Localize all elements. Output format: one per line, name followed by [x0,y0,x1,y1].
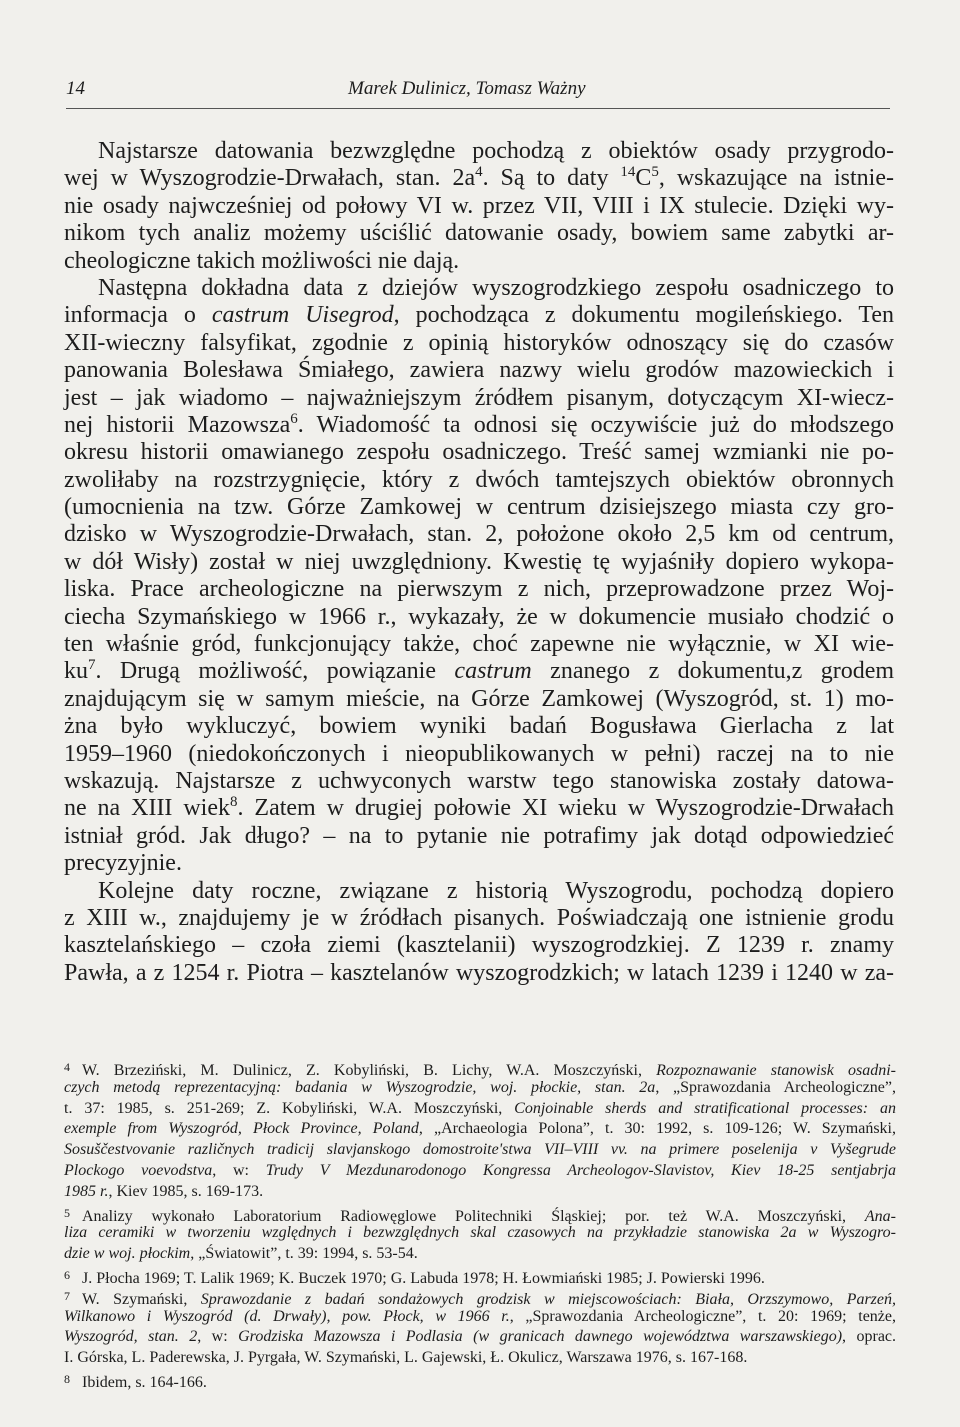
footnote-line [64,1057,896,1078]
text-run: 1959–1960 (niedokończonych i nieopublikowanych w pełni) raczej na to nie [64,740,894,767]
body-line [64,138,894,165]
italic-text: Rozpoznawanie stanowisk osadni- [656,1062,897,1079]
text-run: , pochodząca z dokumentu mogileńskiego. Ten [393,302,894,329]
footnote-line [64,1223,896,1244]
body-line [64,220,894,247]
text-run: ciecha Szymańskiego w 1966 r., wykazały, że w dokumencie musiało chodzić o [64,603,894,630]
footnote-line [64,1307,896,1328]
text-run: J. Płocha 1969; T. Lalik 1969; K. Buczek 1970; G. Labuda 1978; H. Łowmiański 1985; J. Powierski 1996. [82,1269,765,1287]
body-line [64,686,894,713]
italic-text: Wilkanowo i Wyszogród (d. Drwały), pow. Płock, w 1966 r. [64,1307,510,1325]
text-run: jest – jak wiadomo – najważniejszym źródłem pisanym, dotyczącym XI-wiecz- [64,384,894,411]
body-line [64,193,894,220]
text-run: panowania Bolesława Śmiałego, zawiera nazwy wielu grodów mazowieckich i [64,357,894,384]
text-run: , „Sprawozdania Archeologiczne”, t. 20: 1969; tenże, [509,1307,896,1325]
footnotes [64,1057,896,1390]
footnote-line [64,1203,896,1224]
body-line [64,631,894,658]
footnote-line [64,1286,896,1307]
footnote-line [64,1161,896,1182]
body-line [64,932,894,959]
italic-text: castrum Uisegrod [211,302,394,329]
text-run: . Drugą możliwość, powiązanie [95,658,455,685]
text-run: wskazują. Najstarsze z uchwyconych warstw tego stanowiska zostały datowa- [64,767,894,794]
text-run: C [635,165,652,192]
text-run: żna było wykluczyć, bowiem wyniki badań Bogusława Gierlacha z lat [64,713,894,740]
body-line [64,576,894,603]
italic-text: Conjoinable sherds and stratificational processes: an [514,1099,897,1117]
text-run: Kolejne daty roczne, związane z historią Wyszogrodu, pochodzą dopiero [98,877,894,904]
italic-text: dzie w woj. płockim [64,1245,191,1263]
footnote-number: 8 [64,1371,70,1386]
footnote-line [64,1119,896,1140]
text-run: dzisko w Wyszogrodzie-Drwałach, stan. 2, położone około 2,5 km od centrum, [64,521,894,548]
text-run: Następna dokładna data z dziejów wyszogrodzkiego zespołu osadniczego to [98,274,894,301]
footnote-line [64,1369,896,1390]
text-run: . Zatem w drugiej połowie XI wieku w Wyszogrodzie-Drwałach [237,795,895,822]
body-line [64,823,894,850]
text-run: 14 [620,164,636,181]
body-line [64,248,894,275]
footnote-line [64,1182,896,1203]
footnote-ref: 8 [230,794,238,811]
italic-text: Sosuščestvovanie različnych tradicij slavjanskogo domostroite'stwa VII–VIII vv. na primere poselenija v Vyšegrude [64,1141,896,1159]
body-line [64,412,894,439]
body-line [64,165,894,192]
footnote-number: 7 [64,1288,70,1303]
text-run: ne na XIII wiek [64,795,230,822]
footnote-line [64,1327,896,1348]
text-run: W. Szymański, [82,1290,201,1308]
text-run: liska. Prace archeologiczne na pierwszym z nich, przeprowadzone przez Woj- [64,576,894,603]
footnote-ref: 6 [290,410,298,427]
italic-text: Grodziska Mazowsza i Podlasia (w granicach dawnego województwa warszawskiego) [238,1328,843,1346]
italic-text: 1985 r. [64,1182,109,1200]
body-line [64,850,894,877]
text-run: informacja o [64,302,212,329]
text-run: , „Światowit”, t. 39: 1994, s. 53-54. [190,1245,418,1263]
text-run: znajdującym się w samym mieście, na Górze Zamkowej (Wyszogród, st. 1) mo- [64,685,894,712]
text-run: Analizy wykonało Laboratorium Radiowęglowe Politechniki Śląskiej; por. też W.A. Moszczyński, [82,1207,865,1225]
body-line [64,357,894,384]
text-run: . Wiadomość ta odnosi się oczywiście już do młodszego [297,411,894,438]
footnote-number: 4 [64,1060,70,1074]
italic-text: exemple from Wyszogród, Płock Province, Poland [64,1120,419,1138]
body-line [64,905,894,932]
body-line [64,275,894,302]
body-line [64,549,894,576]
text-run: zwoliłaby na rozstrzygnięcie, który z dwóch tamtejszych obiektów obronnych [64,466,894,493]
footnote-number: 6 [64,1267,70,1282]
footnote-line [64,1140,896,1161]
text-run: istniał gród. Jak długo? – na to pytanie nie potrafimy jak dotąd odpowiedzieć [64,822,894,849]
text-run: okresu historii omawianego zespołu osadniczego. Treść samej wzmianki nie po- [64,439,894,466]
body-line [64,658,894,685]
body-line [64,439,894,466]
body-line [64,521,894,548]
italic-text: Plockogo voevodstva [64,1161,213,1179]
text-run: precyzyjnie. [64,850,182,877]
text-run: XII-wieczny falsyfikat, zgodnie z opinią historyków odnoszący się do czasów [64,329,894,356]
body-line [64,330,894,357]
italic-text: Wyszogród, stan. 2 [64,1328,198,1346]
text-run: , w: [212,1161,266,1179]
text-run: ten właśnie gród, funkcjonujący także, choć zapewne nie wyłącznie, w XI wie- [64,631,894,658]
page-header [66,74,890,109]
body-line [64,385,894,412]
italic-text: liza ceramiki w tworzeniu względnych i bezwzględnych skal czasowych na przykładzie stanowiska 2a w Wyszogro- [64,1224,896,1242]
text-run: Pawła, a z 1254 r. Piotra – kasztelanów wyszogrodzkich; w latach 1239 i 1240 w za- [64,959,894,986]
footnote-ref: 7 [88,657,96,674]
body-line [64,302,894,329]
footnote-line [64,1244,896,1265]
footnote-line [64,1099,896,1120]
text-run: ku [64,658,88,685]
text-run: z XIII w., znajdujemy je w źródłach pisanych. Poświadczają one istnienie grodu [64,904,894,931]
text-run: kasztelańskiego – czoła ziemi (kasztelanii) wyszogrodzkiej. Z 1239 r. znamy [64,932,894,959]
footnote-line [64,1078,896,1099]
body-line [64,768,894,795]
italic-text: Trudy V Mezdunarodonogo Kongressa Archeologov-Slavistov, Kiev 18-25 sentjabrja [265,1161,897,1179]
text-run: , „Archaeologia Polona”, t. 30: 1992, s. 109-126; W. Szymański, [418,1120,896,1138]
footnote-ref: 5 [651,164,659,181]
text-run: W. Brzeziński, M. Dulinicz, Z. Kobyliński, B. Lichy, W.A. Moszczyński, [82,1062,657,1079]
text-run: , Kiev 1985, s. 169-173. [108,1182,264,1200]
footnote-ref: 4 [475,164,483,181]
body-line [64,878,894,905]
body-line [64,741,894,768]
text-run: nikom tych analiz możemy uściślić datowanie osady, bowiem same zabytki ar- [64,220,894,247]
text-run: w dół Wisły) został w niej uwzględniony. Kwestię tę wyjaśniły dopiero wykopa- [64,548,894,575]
body-text [64,138,894,987]
text-run: I. Górska, L. Paderewska, J. Pyrgała, W. Szymański, L. Gajewski, Ł. Okulicz, Warszawa 1976, s. 167-168. [64,1349,748,1367]
text-run: , wskazujące na istnie- [658,165,894,192]
body-line [64,494,894,521]
body-line [64,604,894,631]
text-run: nej historii Mazowsza [64,411,291,438]
footnote-number: 5 [64,1205,70,1220]
body-line [64,713,894,740]
running-head: Marek Dulinicz, Tomasz Ważny [348,78,586,99]
italic-text: czych metodą reprezentacyjną: badania w Wyszogrodzie, woj. płockie, stan. 2a [64,1078,656,1096]
italic-text: Sprawozdanie z badań sondażowych grodzisk w miejscowościach: Biała, Orzszymowo, Parzeń, [200,1290,896,1308]
text-run: znanego z dokumentu,z grodem [531,658,895,685]
page-number: 14 [66,78,85,99]
italic-text: castrum [454,658,532,685]
footnote-line [64,1265,896,1286]
footnote-line [64,1348,896,1369]
text-run: , „Sprawozdania Archeologiczne”, [655,1078,896,1096]
text-run: Najstarsze datowania bezwzględne pochodzą z obiektów osady przygrodo- [98,138,894,164]
body-line [64,467,894,494]
text-run: , oprac. [842,1328,897,1346]
text-run: t. 37: 1985, s. 251-269; Z. Kobyliński, W.A. Moszczyński, [64,1099,515,1117]
text-run: cheologiczne takich możliwości nie dają. [64,247,460,274]
text-run: . Są to daty [482,165,621,192]
text-run: Ibidem, s. 164-166. [82,1373,207,1391]
body-line [64,960,894,987]
text-run: (umocnienia na tzw. Górze Zamkowej w centrum dzisiejszego miasta czy gro- [64,494,894,521]
italic-text: Ana- [864,1207,896,1225]
body-line [64,795,894,822]
text-run: wej w Wyszogrodzie-Drwałach, stan. 2a [64,165,476,192]
text-run: nie osady najwcześniej od połowy VI w. przez VII, VIII i IX stulecie. Dzięki wy- [64,192,894,219]
text-run: , w: [197,1328,239,1346]
